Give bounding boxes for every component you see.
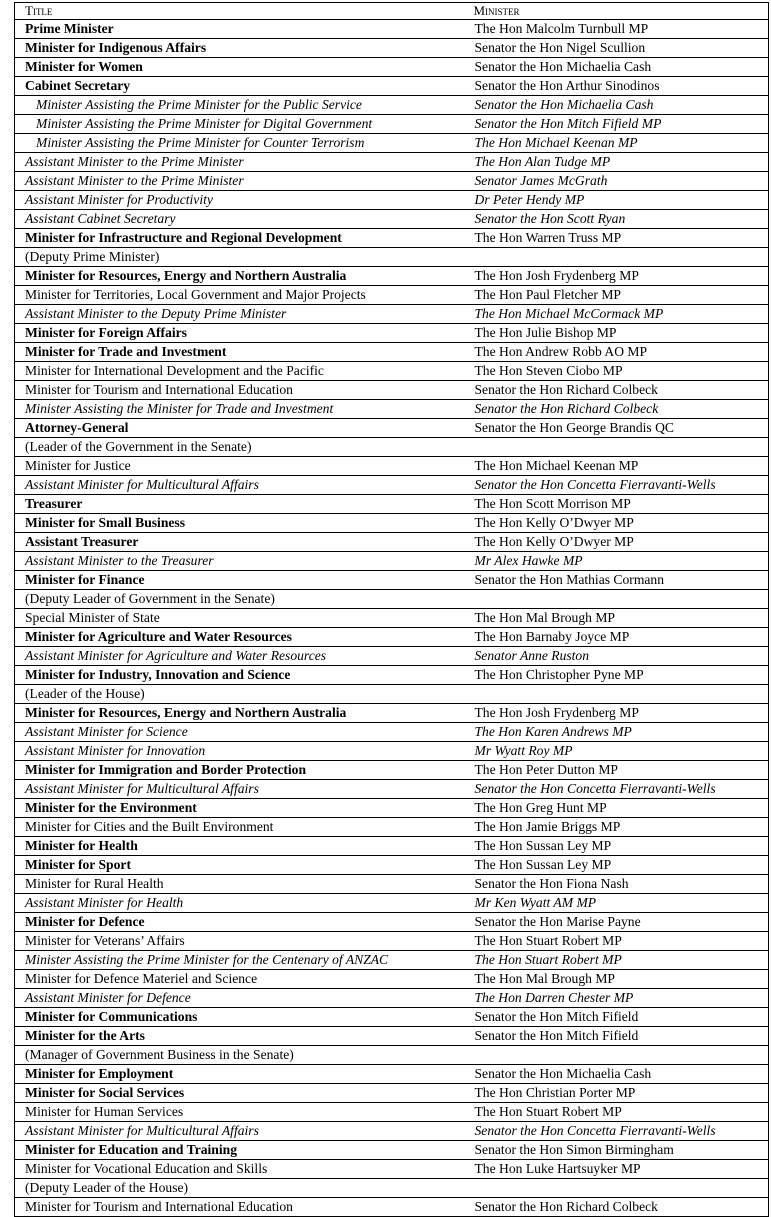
title-cell: Minister for Cities and the Built Environment (15, 818, 464, 837)
minister-cell: The Hon Paul Fletcher MP (464, 286, 769, 305)
portfolio-group (15, 1065, 769, 1084)
minister-cell: The Hon Michael Keenan MP (464, 457, 769, 476)
title-cell: Assistant Minister for Multicultural Affairs (15, 476, 464, 495)
minister-cell: Senator the Hon Concetta Fierravanti-Wells (464, 476, 769, 495)
title-cell: Assistant Minister for Science (15, 723, 464, 742)
title-cell: Minister for Education and Training (15, 1141, 464, 1160)
minister-cell: Senator the Hon Marise Payne (464, 913, 769, 932)
table-row (15, 248, 769, 267)
title-cell: Assistant Minister for Multicultural Affairs (15, 1122, 464, 1141)
table-row (15, 780, 769, 799)
portfolio-group (15, 571, 769, 628)
table-row (15, 381, 769, 400)
table-row (15, 77, 769, 96)
minister-cell: Senator the Hon Arthur Sinodinos (464, 77, 769, 96)
table-row (15, 552, 769, 571)
table-row (15, 305, 769, 324)
table-row (15, 20, 769, 39)
title-cell: Special Minister of State (15, 609, 464, 628)
title-cell: Assistant Minister for Agriculture and Water Resources (15, 647, 464, 666)
table-row (15, 704, 769, 723)
table-row (15, 818, 769, 837)
title-cell: Minister Assisting the Prime Minister for the Public Service (15, 96, 464, 115)
portfolio-group (15, 324, 769, 419)
title-cell: Treasurer (15, 495, 464, 514)
minister-cell: The Hon Mal Brough MP (464, 609, 769, 628)
title-cell: (Leader of the House) (15, 685, 464, 704)
table-row (15, 894, 769, 913)
table-row (15, 837, 769, 856)
table-row (15, 362, 769, 381)
minister-cell: Senator the Hon Mitch Fifield MP (464, 115, 769, 134)
minister-cell (464, 685, 769, 704)
title-cell: Minister for Trade and Investment (15, 343, 464, 362)
table-row (15, 39, 769, 58)
title-cell: (Deputy Prime Minister) (15, 248, 464, 267)
minister-cell: The Hon Michael Keenan MP (464, 134, 769, 153)
title-cell: Assistant Treasurer (15, 533, 464, 552)
minister-cell: The Hon Sussan Ley MP (464, 837, 769, 856)
table-row (15, 1198, 769, 1217)
table-row (15, 343, 769, 362)
table-row (15, 495, 769, 514)
table-row (15, 58, 769, 77)
title-cell: Minister for Small Business (15, 514, 464, 533)
minister-cell: The Hon Kelly O’Dwyer MP (464, 514, 769, 533)
minister-cell: The Hon Greg Hunt MP (464, 799, 769, 818)
title-cell: Assistant Minister for Productivity (15, 191, 464, 210)
table-row (15, 647, 769, 666)
title-cell: Minister for Indigenous Affairs (15, 39, 464, 58)
title-cell: Minister for International Development and the Pacific (15, 362, 464, 381)
table-row (15, 609, 769, 628)
title-cell: Minister for the Environment (15, 799, 464, 818)
minister-cell: The Hon Barnaby Joyce MP (464, 628, 769, 647)
title-cell: Minister for Vocational Education and Skills (15, 1160, 464, 1179)
table-row (15, 951, 769, 970)
minister-cell: The Hon Josh Frydenberg MP (464, 267, 769, 286)
minister-cell: The Hon Andrew Robb AO MP (464, 343, 769, 362)
table-row (15, 1122, 769, 1141)
title-cell: (Manager of Government Business in the Senate) (15, 1046, 464, 1065)
title-cell: Minister for Infrastructure and Regional Development (15, 229, 464, 248)
table-row (15, 761, 769, 780)
minister-cell (464, 438, 769, 457)
minister-cell: The Hon Steven Ciobo MP (464, 362, 769, 381)
table-row (15, 210, 769, 229)
minister-cell: Senator the Hon Mitch Fifield (464, 1008, 769, 1027)
title-cell: Minister Assisting the Prime Minister for the Centenary of ANZAC (15, 951, 464, 970)
portfolio-group (15, 799, 769, 837)
title-cell: Minister for Finance (15, 571, 464, 590)
portfolio-group (15, 1008, 769, 1065)
title-column-header: Title (15, 3, 464, 20)
portfolio-group (15, 495, 769, 571)
table-row (15, 932, 769, 951)
portfolio-group (15, 837, 769, 913)
title-cell: Minister for Tourism and International Education (15, 1198, 464, 1217)
table-row (15, 799, 769, 818)
title-cell: Minister for Social Services (15, 1084, 464, 1103)
table-row (15, 476, 769, 495)
minister-cell: The Hon Alan Tudge MP (464, 153, 769, 172)
minister-cell: Senator James McGrath (464, 172, 769, 191)
title-cell: Minister for Employment (15, 1065, 464, 1084)
title-cell: Minister for Veterans’ Affairs (15, 932, 464, 951)
table-row (15, 172, 769, 191)
minister-cell: The Hon Mal Brough MP (464, 970, 769, 989)
title-cell: Minister for Human Services (15, 1103, 464, 1122)
title-cell: Minister for the Arts (15, 1027, 464, 1046)
minister-cell: The Hon Michael McCormack MP (464, 305, 769, 324)
minister-cell: Senator the Hon Richard Colbeck (464, 400, 769, 419)
minister-cell (464, 1046, 769, 1065)
portfolio-group (15, 1141, 769, 1217)
title-cell: Assistant Minister to the Prime Minister (15, 172, 464, 191)
header-row (15, 3, 769, 20)
minister-cell: The Hon Stuart Robert MP (464, 932, 769, 951)
minister-cell: Mr Wyatt Roy MP (464, 742, 769, 761)
table-row (15, 742, 769, 761)
title-cell: (Leader of the Government in the Senate) (15, 438, 464, 457)
title-cell: Minister for Immigration and Border Protection (15, 761, 464, 780)
ministry-table-wrapper (14, 2, 768, 1217)
table-row (15, 875, 769, 894)
minister-cell: The Hon Josh Frydenberg MP (464, 704, 769, 723)
minister-cell: The Hon Christopher Pyne MP (464, 666, 769, 685)
minister-cell: The Hon Jamie Briggs MP (464, 818, 769, 837)
table-row (15, 685, 769, 704)
minister-cell: Senator Anne Ruston (464, 647, 769, 666)
table-row (15, 590, 769, 609)
minister-cell: Senator the Hon Scott Ryan (464, 210, 769, 229)
table-row (15, 1065, 769, 1084)
portfolio-group (15, 1084, 769, 1141)
title-cell: Minister for Defence (15, 913, 464, 932)
minister-cell: Senator the Hon Mathias Cormann (464, 571, 769, 590)
portfolio-group (15, 20, 769, 229)
title-cell: Minister for Agriculture and Water Resources (15, 628, 464, 647)
minister-cell: The Hon Karen Andrews MP (464, 723, 769, 742)
table-row (15, 1008, 769, 1027)
table-row (15, 96, 769, 115)
minister-cell: The Hon Malcolm Turnbull MP (464, 20, 769, 39)
minister-cell: Senator the Hon Simon Birmingham (464, 1141, 769, 1160)
table-row (15, 1179, 769, 1198)
table-row (15, 856, 769, 875)
minister-cell: The Hon Warren Truss MP (464, 229, 769, 248)
table-row (15, 1027, 769, 1046)
portfolio-group (15, 229, 769, 324)
minister-cell: Senator the Hon Nigel Scullion (464, 39, 769, 58)
minister-cell: Senator the Hon Fiona Nash (464, 875, 769, 894)
table-header (15, 3, 769, 20)
table-row (15, 1141, 769, 1160)
table-row (15, 533, 769, 552)
minister-cell: The Hon Kelly O’Dwyer MP (464, 533, 769, 552)
minister-cell: Dr Peter Hendy MP (464, 191, 769, 210)
table-row (15, 1084, 769, 1103)
table-row (15, 628, 769, 647)
title-cell: Assistant Minister for Defence (15, 989, 464, 1008)
table-row (15, 438, 769, 457)
minister-cell: The Hon Darren Chester MP (464, 989, 769, 1008)
minister-cell: Senator the Hon Michaelia Cash (464, 1065, 769, 1084)
minister-cell: Mr Ken Wyatt AM MP (464, 894, 769, 913)
portfolio-group (15, 913, 769, 1008)
title-cell: Minister Assisting the Prime Minister for Counter Terrorism (15, 134, 464, 153)
portfolio-group (15, 628, 769, 666)
title-cell: Minister for Foreign Affairs (15, 324, 464, 343)
table-row (15, 457, 769, 476)
portfolio-group (15, 666, 769, 761)
title-cell: Minister for Resources, Energy and Northern Australia (15, 267, 464, 286)
title-cell: (Deputy Leader of the House) (15, 1179, 464, 1198)
minister-cell: The Hon Julie Bishop MP (464, 324, 769, 343)
minister-cell: Senator the Hon Concetta Fierravanti-Wells (464, 1122, 769, 1141)
table-row (15, 267, 769, 286)
table-row (15, 191, 769, 210)
table-row (15, 913, 769, 932)
minister-cell: Senator the Hon Richard Colbeck (464, 381, 769, 400)
minister-cell: The Hon Sussan Ley MP (464, 856, 769, 875)
table-row (15, 324, 769, 343)
title-cell: Minister for Rural Health (15, 875, 464, 894)
table-row (15, 286, 769, 305)
title-cell: Assistant Minister to the Prime Minister (15, 153, 464, 172)
minister-cell: The Hon Scott Morrison MP (464, 495, 769, 514)
minister-cell: Mr Alex Hawke MP (464, 552, 769, 571)
title-cell: Assistant Minister for Innovation (15, 742, 464, 761)
minister-cell: Senator the Hon George Brandis QC (464, 419, 769, 438)
portfolio-group (15, 761, 769, 799)
minister-cell: Senator the Hon Richard Colbeck (464, 1198, 769, 1217)
ministry-table (14, 2, 769, 1217)
table-row (15, 514, 769, 533)
table-row (15, 115, 769, 134)
table-row (15, 723, 769, 742)
title-cell: Assistant Minister to the Deputy Prime Minister (15, 305, 464, 324)
title-cell: Assistant Minister for Multicultural Affairs (15, 780, 464, 799)
title-cell: Minister for Justice (15, 457, 464, 476)
table-row (15, 419, 769, 438)
title-cell: (Deputy Leader of Government in the Senate) (15, 590, 464, 609)
table-row (15, 989, 769, 1008)
title-cell: Minister for Communications (15, 1008, 464, 1027)
title-cell: Minister for Health (15, 837, 464, 856)
table-row (15, 1103, 769, 1122)
title-cell: Minister for Resources, Energy and Northern Australia (15, 704, 464, 723)
title-cell: Minister for Tourism and International Education (15, 381, 464, 400)
title-cell: Minister for Defence Materiel and Science (15, 970, 464, 989)
table-row (15, 970, 769, 989)
minister-cell: The Hon Luke Hartsuyker MP (464, 1160, 769, 1179)
title-cell: Prime Minister (15, 20, 464, 39)
minister-cell (464, 1179, 769, 1198)
title-cell: Attorney-General (15, 419, 464, 438)
table-row (15, 400, 769, 419)
title-cell: Assistant Minister to the Treasurer (15, 552, 464, 571)
portfolio-group (15, 419, 769, 495)
title-cell: Minister for Sport (15, 856, 464, 875)
table-row (15, 229, 769, 248)
minister-cell: The Hon Stuart Robert MP (464, 951, 769, 970)
title-cell: Assistant Cabinet Secretary (15, 210, 464, 229)
table-row (15, 1160, 769, 1179)
table-row (15, 134, 769, 153)
table-row (15, 666, 769, 685)
minister-cell (464, 590, 769, 609)
title-cell: Minister for Women (15, 58, 464, 77)
minister-cell: The Hon Peter Dutton MP (464, 761, 769, 780)
minister-cell: Senator the Hon Michaelia Cash (464, 58, 769, 77)
minister-column-header: Minister (464, 3, 769, 20)
title-cell: Minister for Industry, Innovation and Science (15, 666, 464, 685)
minister-cell: Senator the Hon Michaelia Cash (464, 96, 769, 115)
title-cell: Minister Assisting the Minister for Trade and Investment (15, 400, 464, 419)
minister-cell: The Hon Christian Porter MP (464, 1084, 769, 1103)
title-cell: Minister Assisting the Prime Minister for Digital Government (15, 115, 464, 134)
minister-cell: Senator the Hon Concetta Fierravanti-Wells (464, 780, 769, 799)
minister-cell: The Hon Stuart Robert MP (464, 1103, 769, 1122)
table-row (15, 1046, 769, 1065)
table-row (15, 571, 769, 590)
title-cell: Cabinet Secretary (15, 77, 464, 96)
minister-cell: Senator the Hon Mitch Fifield (464, 1027, 769, 1046)
minister-cell (464, 248, 769, 267)
table-row (15, 153, 769, 172)
title-cell: Assistant Minister for Health (15, 894, 464, 913)
title-cell: Minister for Territories, Local Government and Major Projects (15, 286, 464, 305)
